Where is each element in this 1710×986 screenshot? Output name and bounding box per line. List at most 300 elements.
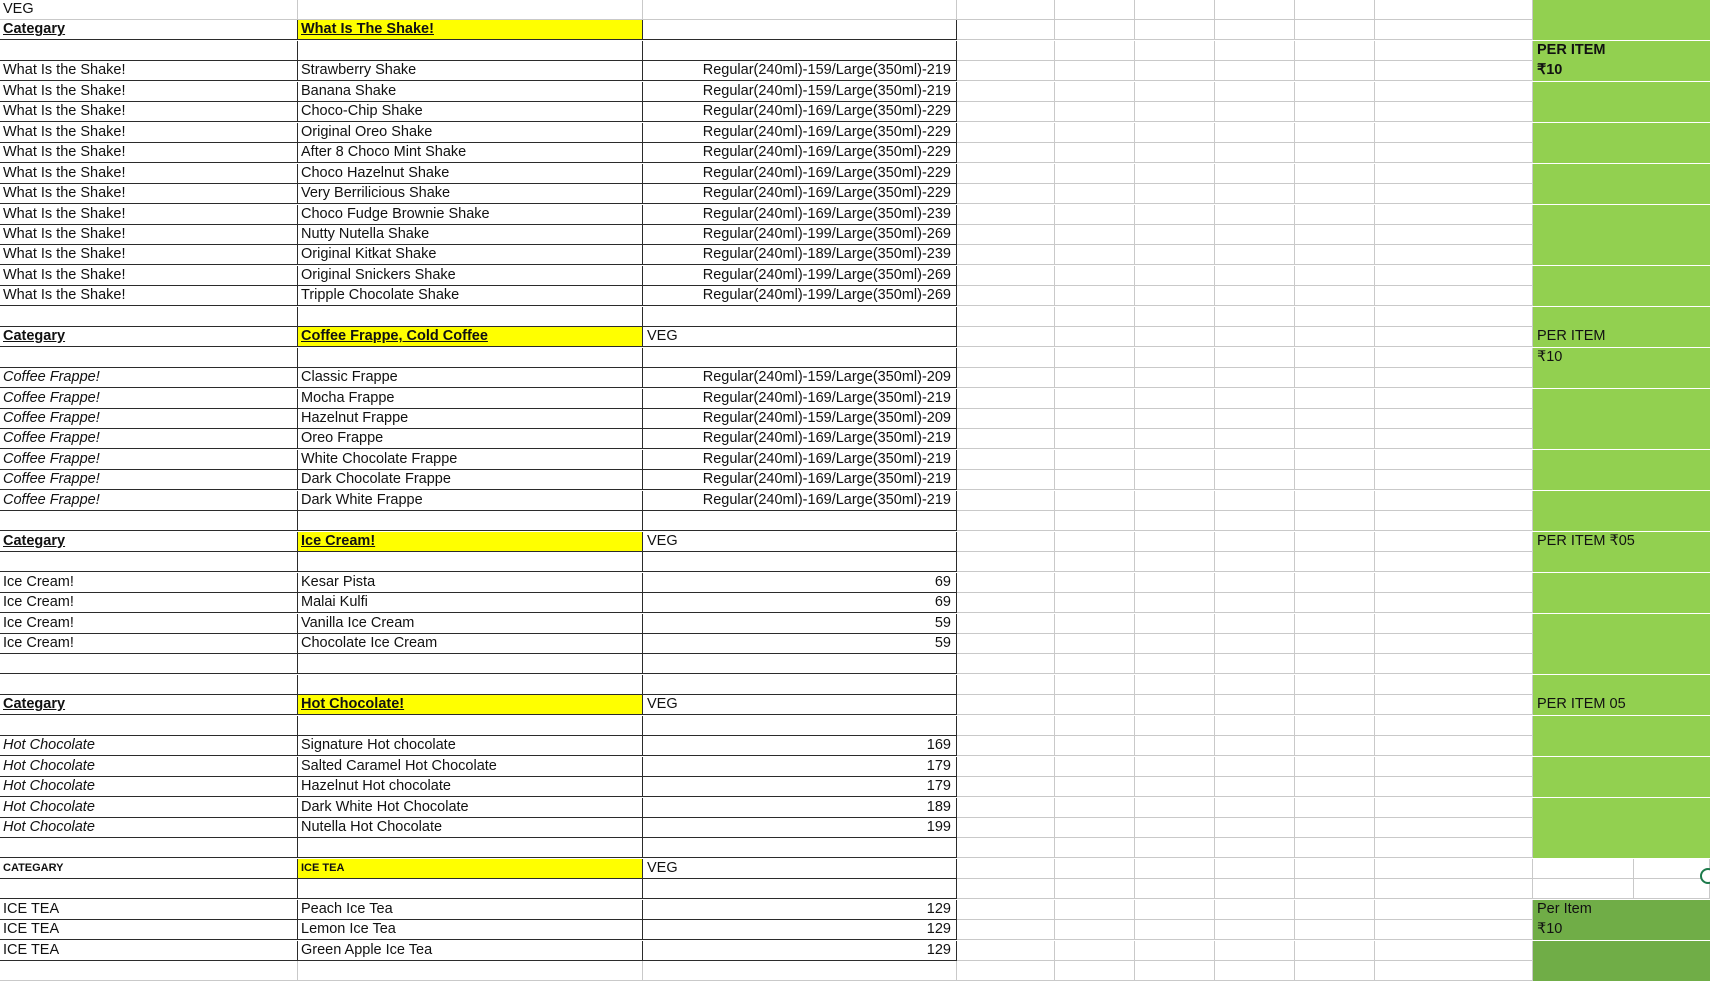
cell[interactable] [1215, 757, 1295, 777]
cell[interactable] [1135, 102, 1215, 122]
item-price[interactable]: Regular(240ml)-169/Large(350ml)-239 [643, 205, 957, 225]
cell[interactable] [1135, 61, 1215, 81]
cell[interactable] [1215, 920, 1295, 940]
item-category[interactable]: What Is the Shake! [0, 245, 298, 265]
cell[interactable] [1215, 266, 1295, 286]
cell[interactable] [1215, 654, 1295, 674]
cell[interactable] [1135, 654, 1215, 674]
cell[interactable] [957, 61, 1055, 81]
cell[interactable] [1375, 818, 1533, 838]
cell[interactable] [1375, 695, 1533, 715]
cell[interactable] [0, 348, 298, 368]
cell[interactable] [1055, 102, 1135, 122]
cell[interactable] [1533, 798, 1710, 818]
cell[interactable] [1135, 368, 1215, 388]
cell[interactable] [1215, 389, 1295, 409]
cell[interactable] [1533, 286, 1710, 306]
cell[interactable] [1055, 879, 1135, 899]
cell[interactable] [957, 573, 1055, 593]
item-category[interactable]: Ice Cream! [0, 593, 298, 613]
item-category[interactable]: What Is the Shake! [0, 286, 298, 306]
cell[interactable] [298, 838, 643, 858]
item-category[interactable]: Ice Cream! [0, 573, 298, 593]
cell[interactable] [1375, 798, 1533, 818]
cell[interactable] [643, 675, 957, 695]
cell[interactable] [957, 491, 1055, 511]
cell[interactable] [1295, 0, 1375, 20]
cell[interactable] [1055, 348, 1135, 368]
cell[interactable] [1295, 634, 1375, 654]
cell[interactable] [1295, 102, 1375, 122]
cell[interactable] [1533, 757, 1710, 777]
cell[interactable] [0, 716, 298, 736]
cell[interactable] [1375, 491, 1533, 511]
cell[interactable] [957, 736, 1055, 756]
cell[interactable] [1533, 245, 1710, 265]
category-header[interactable]: Categary [0, 327, 298, 347]
section-title[interactable]: ICE TEA [298, 859, 643, 879]
item-price[interactable]: 69 [643, 593, 957, 613]
item-name[interactable]: Tripple Chocolate Shake [298, 286, 643, 306]
cell[interactable] [0, 675, 298, 695]
cell[interactable] [1533, 654, 1710, 674]
cell[interactable] [1295, 838, 1375, 858]
cell[interactable] [957, 307, 1055, 327]
cell[interactable] [1215, 327, 1295, 347]
cell[interactable] [1215, 941, 1295, 961]
cell[interactable] [1055, 941, 1135, 961]
cell[interactable] [0, 838, 298, 858]
section-title[interactable]: Ice Cream! [298, 532, 643, 552]
cell[interactable] [957, 818, 1055, 838]
cell[interactable] [1135, 573, 1215, 593]
cell[interactable] [1215, 164, 1295, 184]
cell[interactable] [1055, 654, 1135, 674]
cell[interactable] [1055, 470, 1135, 490]
cell[interactable] [1135, 798, 1215, 818]
veg-label[interactable]: VEG [643, 532, 957, 552]
cell[interactable] [1533, 573, 1710, 593]
cell[interactable] [1215, 634, 1295, 654]
cell[interactable] [1295, 41, 1375, 61]
item-name[interactable]: Oreo Frappe [298, 429, 643, 449]
cell[interactable] [1135, 409, 1215, 429]
cell[interactable] [1215, 245, 1295, 265]
item-name[interactable]: Hazelnut Hot chocolate [298, 777, 643, 797]
cell[interactable] [1295, 286, 1375, 306]
cell[interactable] [1375, 429, 1533, 449]
cell[interactable] [1295, 941, 1375, 961]
cell[interactable] [1295, 327, 1375, 347]
cell[interactable] [957, 777, 1055, 797]
cell[interactable] [1135, 41, 1215, 61]
item-price[interactable]: Regular(240ml)-169/Large(350ml)-229 [643, 143, 957, 163]
cell[interactable] [1135, 757, 1215, 777]
cell[interactable] [1295, 777, 1375, 797]
cell[interactable] [1533, 777, 1710, 797]
cell[interactable] [957, 266, 1055, 286]
cell[interactable] [1215, 614, 1295, 634]
section-title[interactable]: Hot Chocolate! [298, 695, 643, 715]
item-price[interactable]: Regular(240ml)-169/Large(350ml)-229 [643, 184, 957, 204]
cell[interactable] [1533, 511, 1710, 531]
item-name[interactable]: Dark Chocolate Frappe [298, 470, 643, 490]
cell[interactable] [1055, 409, 1135, 429]
item-name[interactable]: Original Oreo Shake [298, 123, 643, 143]
cell[interactable] [1375, 593, 1533, 613]
cell[interactable] [1375, 307, 1533, 327]
item-name[interactable]: Salted Caramel Hot Chocolate [298, 757, 643, 777]
cell[interactable] [643, 0, 957, 20]
cell[interactable] [957, 798, 1055, 818]
cell[interactable] [957, 102, 1055, 122]
item-price[interactable]: Regular(240ml)-189/Large(350ml)-239 [643, 245, 957, 265]
cell[interactable] [1215, 552, 1295, 572]
cell[interactable] [1375, 143, 1533, 163]
cell[interactable] [0, 307, 298, 327]
item-category[interactable]: ICE TEA [0, 900, 298, 920]
veg-label[interactable]: VEG [643, 859, 957, 879]
item-category[interactable]: What Is the Shake! [0, 143, 298, 163]
cell[interactable] [1055, 286, 1135, 306]
cell[interactable] [1055, 695, 1135, 715]
cell[interactable] [1055, 164, 1135, 184]
cell[interactable] [1215, 286, 1295, 306]
cell[interactable] [643, 654, 957, 674]
cell[interactable] [1055, 327, 1135, 347]
cell[interactable] [1215, 470, 1295, 490]
item-category[interactable]: What Is the Shake! [0, 225, 298, 245]
cell[interactable] [1215, 123, 1295, 143]
cell[interactable] [1135, 961, 1215, 981]
cell[interactable] [1295, 552, 1375, 572]
cell[interactable] [0, 511, 298, 531]
cell[interactable] [1375, 941, 1533, 961]
cell[interactable] [1295, 61, 1375, 81]
cell[interactable] [1375, 859, 1533, 879]
cell[interactable] [1375, 614, 1533, 634]
cell[interactable] [1055, 532, 1135, 552]
cell[interactable] [643, 879, 957, 899]
cell[interactable] [1295, 900, 1375, 920]
item-name[interactable]: Banana Shake [298, 82, 643, 102]
cell[interactable] [1375, 389, 1533, 409]
section-title[interactable]: Coffee Frappe, Cold Coffee [298, 327, 643, 347]
cell[interactable] [1135, 389, 1215, 409]
cell[interactable] [1375, 20, 1533, 40]
cell[interactable] [298, 511, 643, 531]
cell[interactable] [1055, 961, 1135, 981]
item-price[interactable]: Regular(240ml)-169/Large(350ml)-229 [643, 164, 957, 184]
cell[interactable] [298, 675, 643, 695]
cell[interactable] [1055, 818, 1135, 838]
per-item-note[interactable]: PER ITEM [1533, 41, 1710, 61]
cell[interactable] [643, 307, 957, 327]
cell[interactable] [1533, 307, 1710, 327]
cell[interactable] [957, 654, 1055, 674]
item-category[interactable]: What Is the Shake! [0, 266, 298, 286]
cell[interactable] [1295, 757, 1375, 777]
cell[interactable] [1215, 491, 1295, 511]
cell[interactable] [1135, 920, 1215, 940]
category-header[interactable]: Categary [0, 695, 298, 715]
cell[interactable] [1135, 205, 1215, 225]
cell[interactable] [1135, 511, 1215, 531]
cell[interactable] [1533, 879, 1710, 899]
item-category[interactable]: Ice Cream! [0, 614, 298, 634]
cell[interactable] [1215, 573, 1295, 593]
cell[interactable] [643, 348, 957, 368]
cell[interactable] [1215, 736, 1295, 756]
cell[interactable] [957, 225, 1055, 245]
cell[interactable] [1135, 695, 1215, 715]
cell[interactable] [1533, 491, 1710, 511]
per-item-note[interactable]: ₹10 [1533, 348, 1710, 368]
cell[interactable] [298, 654, 643, 674]
cell[interactable] [1533, 225, 1710, 245]
cell[interactable] [1295, 798, 1375, 818]
cell[interactable] [957, 859, 1055, 879]
cell[interactable] [957, 900, 1055, 920]
cell[interactable] [1055, 593, 1135, 613]
cell[interactable] [643, 511, 957, 531]
cell[interactable] [1135, 164, 1215, 184]
cell[interactable] [1533, 675, 1710, 695]
cell[interactable] [1375, 286, 1533, 306]
cell[interactable] [1055, 20, 1135, 40]
cell[interactable] [1135, 777, 1215, 797]
cell[interactable] [1055, 389, 1135, 409]
item-category[interactable]: Coffee Frappe! [0, 450, 298, 470]
cell[interactable] [1375, 511, 1533, 531]
cell[interactable] [1055, 675, 1135, 695]
cell[interactable] [1375, 716, 1533, 736]
cell[interactable] [957, 552, 1055, 572]
item-price[interactable]: Regular(240ml)-169/Large(350ml)-229 [643, 102, 957, 122]
cell[interactable] [1295, 920, 1375, 940]
cell[interactable] [1533, 102, 1710, 122]
item-price[interactable]: Regular(240ml)-199/Large(350ml)-269 [643, 266, 957, 286]
cell[interactable] [1135, 614, 1215, 634]
cell[interactable] [643, 961, 957, 981]
cell[interactable] [1215, 777, 1295, 797]
cell[interactable] [1295, 654, 1375, 674]
cell[interactable] [298, 716, 643, 736]
per-item-note[interactable]: ₹10 [1533, 920, 1710, 940]
cell[interactable] [1215, 348, 1295, 368]
cell[interactable] [1295, 859, 1375, 879]
item-category[interactable]: Coffee Frappe! [0, 368, 298, 388]
cell[interactable] [1375, 368, 1533, 388]
cell[interactable] [957, 389, 1055, 409]
cell[interactable] [1055, 573, 1135, 593]
cell[interactable] [1055, 634, 1135, 654]
cell[interactable] [957, 511, 1055, 531]
cell[interactable] [1055, 184, 1135, 204]
cell[interactable] [1135, 348, 1215, 368]
cell[interactable] [1215, 818, 1295, 838]
item-category[interactable]: ICE TEA [0, 941, 298, 961]
cell[interactable] [1135, 0, 1215, 20]
cell[interactable] [1375, 470, 1533, 490]
item-price[interactable]: Regular(240ml)-199/Large(350ml)-269 [643, 286, 957, 306]
cell[interactable] [957, 716, 1055, 736]
cell[interactable] [1375, 184, 1533, 204]
cell[interactable] [1055, 552, 1135, 572]
cell[interactable] [1375, 102, 1533, 122]
cell[interactable] [1215, 102, 1295, 122]
cell[interactable] [1295, 409, 1375, 429]
cell[interactable] [1295, 307, 1375, 327]
cell[interactable] [1215, 205, 1295, 225]
item-category[interactable]: What Is the Shake! [0, 164, 298, 184]
item-category[interactable]: Hot Chocolate [0, 818, 298, 838]
cell[interactable] [1215, 593, 1295, 613]
cell[interactable] [1055, 920, 1135, 940]
item-category[interactable]: Coffee Frappe! [0, 491, 298, 511]
item-price[interactable]: 179 [643, 777, 957, 797]
cell[interactable] [1055, 143, 1135, 163]
cell[interactable] [1135, 245, 1215, 265]
cell[interactable] [957, 327, 1055, 347]
cell[interactable] [957, 348, 1055, 368]
item-price[interactable]: Regular(240ml)-169/Large(350ml)-219 [643, 491, 957, 511]
item-price[interactable]: 169 [643, 736, 957, 756]
cell[interactable] [1375, 573, 1533, 593]
cell[interactable] [1215, 695, 1295, 715]
item-name[interactable]: Dark White Frappe [298, 491, 643, 511]
cell[interactable] [1533, 123, 1710, 143]
cell[interactable] [1135, 225, 1215, 245]
cell[interactable] [1215, 368, 1295, 388]
cell[interactable] [1375, 225, 1533, 245]
cell[interactable] [957, 941, 1055, 961]
cell[interactable] [1375, 82, 1533, 102]
cell[interactable] [1215, 716, 1295, 736]
item-category[interactable]: What Is the Shake! [0, 61, 298, 81]
item-name[interactable]: Nutella Hot Chocolate [298, 818, 643, 838]
item-category[interactable]: What Is the Shake! [0, 123, 298, 143]
cell[interactable] [1215, 450, 1295, 470]
cell[interactable] [1135, 859, 1215, 879]
cell[interactable] [1295, 450, 1375, 470]
cell[interactable] [1375, 409, 1533, 429]
cell[interactable] [1055, 123, 1135, 143]
cell[interactable] [1055, 205, 1135, 225]
cell[interactable] [1215, 225, 1295, 245]
cell[interactable] [1375, 164, 1533, 184]
cell[interactable] [957, 82, 1055, 102]
cell[interactable] [1215, 307, 1295, 327]
cell[interactable] [1295, 368, 1375, 388]
item-name[interactable]: Strawberry Shake [298, 61, 643, 81]
cell[interactable] [1055, 838, 1135, 858]
cell[interactable] [1375, 879, 1533, 899]
item-category[interactable]: Hot Chocolate [0, 736, 298, 756]
section-title[interactable]: What Is The Shake! [298, 20, 643, 40]
cell[interactable] [1533, 470, 1710, 490]
item-price[interactable]: Regular(240ml)-159/Large(350ml)-209 [643, 409, 957, 429]
cell[interactable] [1375, 41, 1533, 61]
cell[interactable] [1375, 245, 1533, 265]
cell[interactable] [1055, 757, 1135, 777]
cell[interactable] [1295, 205, 1375, 225]
cell[interactable] [1375, 920, 1533, 940]
cell[interactable] [1533, 368, 1710, 388]
cell[interactable] [1295, 695, 1375, 715]
cell[interactable] [1295, 245, 1375, 265]
cell[interactable] [643, 552, 957, 572]
cell[interactable] [1533, 859, 1710, 879]
cell[interactable] [1295, 675, 1375, 695]
cell[interactable] [957, 143, 1055, 163]
cell[interactable] [957, 695, 1055, 715]
cell[interactable] [0, 961, 298, 981]
item-name[interactable]: Vanilla Ice Cream [298, 614, 643, 634]
cell[interactable] [1533, 818, 1710, 838]
cell[interactable] [957, 614, 1055, 634]
item-name[interactable]: White Chocolate Frappe [298, 450, 643, 470]
item-category[interactable]: Coffee Frappe! [0, 429, 298, 449]
cell[interactable] [1295, 184, 1375, 204]
cell[interactable] [1533, 941, 1710, 961]
cell[interactable] [1135, 838, 1215, 858]
cell[interactable] [1533, 593, 1710, 613]
cell[interactable] [1375, 123, 1533, 143]
cell[interactable] [1375, 838, 1533, 858]
cell[interactable] [1533, 143, 1710, 163]
item-name[interactable]: Choco Fudge Brownie Shake [298, 205, 643, 225]
cell[interactable] [1375, 777, 1533, 797]
cell[interactable] [1375, 450, 1533, 470]
cell[interactable] [957, 757, 1055, 777]
cell[interactable] [643, 41, 957, 61]
cell[interactable] [1533, 450, 1710, 470]
cell[interactable] [1135, 675, 1215, 695]
cell[interactable] [0, 879, 298, 899]
cell[interactable] [1215, 184, 1295, 204]
cell[interactable] [298, 41, 643, 61]
cell[interactable] [957, 532, 1055, 552]
item-price[interactable]: 189 [643, 798, 957, 818]
cell[interactable] [1375, 327, 1533, 347]
cell[interactable] [957, 593, 1055, 613]
cell[interactable] [1055, 225, 1135, 245]
cell[interactable] [1533, 266, 1710, 286]
cell[interactable] [1375, 0, 1533, 20]
cell[interactable] [1215, 879, 1295, 899]
item-name[interactable]: Chocolate Ice Cream [298, 634, 643, 654]
cell[interactable] [1533, 409, 1710, 429]
cell[interactable] [1295, 164, 1375, 184]
cell[interactable] [1533, 20, 1710, 40]
cell[interactable] [1375, 736, 1533, 756]
veg-label[interactable]: VEG [643, 327, 957, 347]
cell[interactable] [1533, 736, 1710, 756]
item-name[interactable]: Kesar Pista [298, 573, 643, 593]
cell[interactable] [1533, 164, 1710, 184]
item-name[interactable]: Hazelnut Frappe [298, 409, 643, 429]
cell[interactable] [1215, 838, 1295, 858]
cell[interactable] [1295, 511, 1375, 531]
cell[interactable] [1135, 736, 1215, 756]
cell[interactable] [1295, 143, 1375, 163]
item-name[interactable]: Dark White Hot Chocolate [298, 798, 643, 818]
cell[interactable] [1295, 818, 1375, 838]
item-name[interactable]: Very Berrilicious Shake [298, 184, 643, 204]
cell[interactable] [1215, 429, 1295, 449]
cell[interactable] [1375, 205, 1533, 225]
